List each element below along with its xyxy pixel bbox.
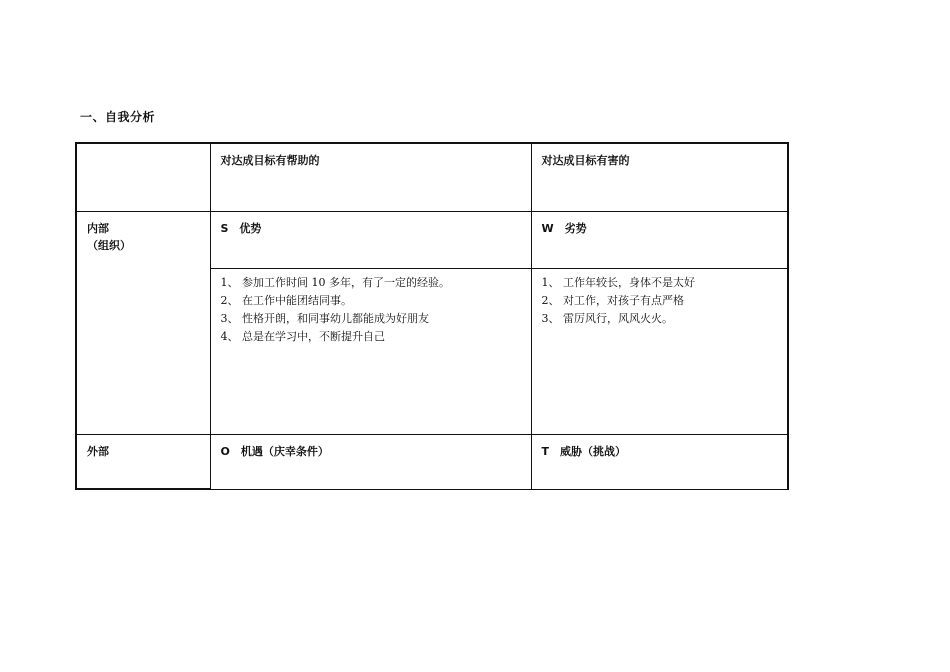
internal-label [77, 212, 210, 254]
threats-heading: T 威胁（挑战） [541, 444, 627, 458]
weakness-item: 3、 雷厉风行，风风火火。 [541, 311, 673, 325]
strength-item: 3、 性格开朗，和同事幼儿都能成为好朋友 [220, 311, 429, 325]
strengths-content-cell [210, 268, 531, 434]
opportunities-heading: O 机遇（庆幸条件） [220, 444, 329, 458]
weakness-item: 2、 对工作，对孩子有点严格 [541, 293, 684, 307]
strength-item: 4、 总是在学习中，不断提升自己 [220, 329, 385, 343]
internal-heading-row [76, 211, 788, 268]
helpful-header-cell [210, 143, 531, 211]
weaknesses-heading-cell [531, 211, 788, 268]
helpful-header: 对达成目标有帮助的 [220, 154, 320, 167]
external-label: 外部 [87, 444, 109, 458]
strength-item: 2、 在工作中能团结同事。 [220, 293, 352, 307]
harmful-header: 对达成目标有害的 [541, 154, 630, 167]
weakness-item: 1、 工作年较长，身体不是太好 [541, 275, 695, 289]
threats-heading-cell [531, 434, 788, 489]
weaknesses-list [542, 274, 788, 328]
swot-corner-cell [76, 143, 210, 211]
strengths-heading: S 优势 [220, 221, 262, 235]
strengths-heading-cell [210, 211, 531, 268]
strength-item: 1、 参加工作时间 10 多年，有了一定的经验。 [220, 275, 450, 289]
weaknesses-heading: W 劣势 [541, 221, 587, 235]
weaknesses-content-cell [531, 268, 788, 434]
external-label-cell [76, 434, 210, 489]
section-title: 一、自我分析 [80, 110, 156, 124]
external-row [76, 434, 788, 489]
internal-label-line2: （组织） [87, 238, 131, 252]
harmful-header-cell [531, 143, 788, 211]
swot-header-row [76, 143, 788, 211]
swot-table [75, 142, 789, 490]
internal-label-cell [76, 211, 210, 434]
strengths-list [221, 274, 531, 346]
internal-label-line1: 内部 [87, 221, 109, 235]
opportunities-heading-cell [210, 434, 531, 489]
